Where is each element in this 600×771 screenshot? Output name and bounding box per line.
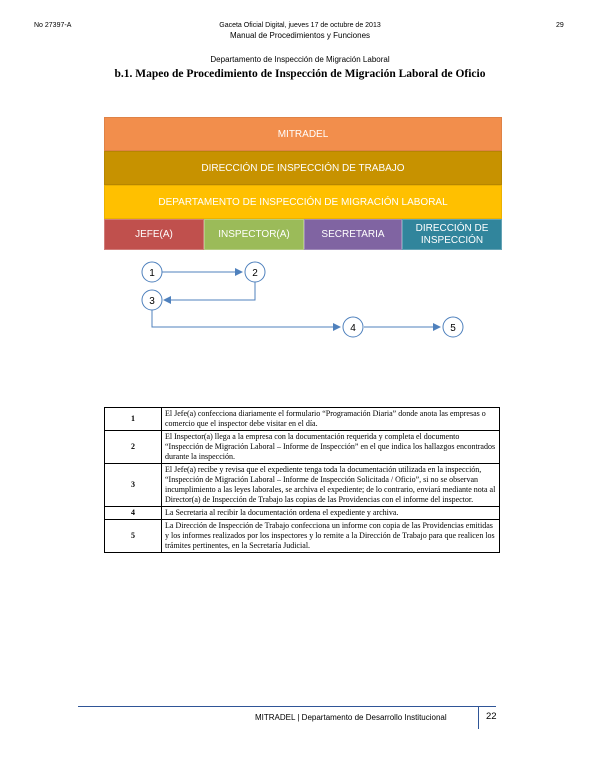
step-number: 5 xyxy=(105,520,162,553)
doc-number: No 27397-A xyxy=(34,22,72,29)
flow-node-label: 1 xyxy=(149,268,155,279)
footer-text: MITRADEL | Departamento de Desarrollo Institucional xyxy=(255,713,447,722)
step-description: El Jefe(a) confecciona diariamente el formulario “Programación Diaria” donde anota las empresas o comercio que el inspector debe visitar en el día. xyxy=(162,408,500,431)
role-label: JEFE(A) xyxy=(135,228,173,240)
steps-table xyxy=(104,407,500,553)
flow-node-label: 4 xyxy=(350,323,356,334)
table-row xyxy=(105,464,500,507)
flow-node-1 xyxy=(142,262,162,282)
step-description: El Jefe(a) recibe y revisa que el expediente tenga toda la documentación utilizada en la inspección, “Inspección de Migración Laboral – Informe de Inspección Solicitada / Oficio”, si no se observan incumplimiento a las leyes laborales, se archiva el expediente; de lo contrario, enviará mediante nota al Director(a) de Inspección de Trabajo las copias de las Providencias con el informe del inspector. xyxy=(162,464,500,507)
org-band-label: DEPARTAMENTO DE INSPECCIÓN DE MIGRACIÓN LABORAL xyxy=(158,196,448,208)
org-band-label: DIRECCIÓN DE INSPECCIÓN DE TRABAJO xyxy=(201,162,405,174)
step-description: La Secretaria al recibir la documentación ordena el expediente y archiva. xyxy=(162,507,500,520)
org-band-label: MITRADEL xyxy=(277,128,329,140)
flow-node-label: 2 xyxy=(252,268,258,279)
table-row xyxy=(105,408,500,431)
step-number: 1 xyxy=(105,408,162,431)
department-title: Departamento de Inspección de Migración Laboral xyxy=(210,55,390,64)
table-row xyxy=(105,507,500,520)
flow-node-3 xyxy=(142,290,162,310)
gazette-page-number: 29 xyxy=(556,22,564,29)
role-label: SECRETARIA xyxy=(321,228,385,240)
flow-node-5 xyxy=(443,317,463,337)
step-description: El Inspector(a) llega a la empresa con la documentación requerida y completa el documento “Inspección de Migración Laboral – Informe de Inspección” en el que indica los hallazgos encontrados durante la inspección. xyxy=(162,431,500,464)
gazette-title: Gaceta Oficial Digital, jueves 17 de octubre de 2013 xyxy=(219,22,381,29)
step-number: 2 xyxy=(105,431,162,464)
flow-arrow-3-4 xyxy=(152,310,340,327)
step-number: 3 xyxy=(105,464,162,507)
flow-node-label: 3 xyxy=(149,296,155,307)
role-label: INSPECTOR(A) xyxy=(218,228,290,240)
step-number: 4 xyxy=(105,507,162,520)
flow-node-label: 5 xyxy=(450,323,456,334)
table-row xyxy=(105,431,500,464)
step-description: La Dirección de Inspección de Trabajo confecciona un informe con copia de las Providencias emitidas y los informes realizados por los inspectores y lo remite a la Dirección de Trabajo para que realicen los trámites pertinentes, en la Secretaría Judicial. xyxy=(162,520,500,553)
flow-node-2 xyxy=(245,262,265,282)
footer-separator xyxy=(478,707,479,729)
role-label: DIRECCIÓN DE INSPECCIÓN xyxy=(415,222,489,246)
flow-arrow-2-3 xyxy=(164,282,255,300)
manual-title: Manual de Procedimientos y Funciones xyxy=(229,31,371,40)
table-row xyxy=(105,520,500,553)
footer-page-number: 22 xyxy=(486,711,497,722)
footer-rule xyxy=(78,706,496,707)
flow-node-4 xyxy=(343,317,363,337)
section-title: b.1. Mapeo de Procedimiento de Inspección de Migración Laboral de Oficio xyxy=(114,68,486,80)
